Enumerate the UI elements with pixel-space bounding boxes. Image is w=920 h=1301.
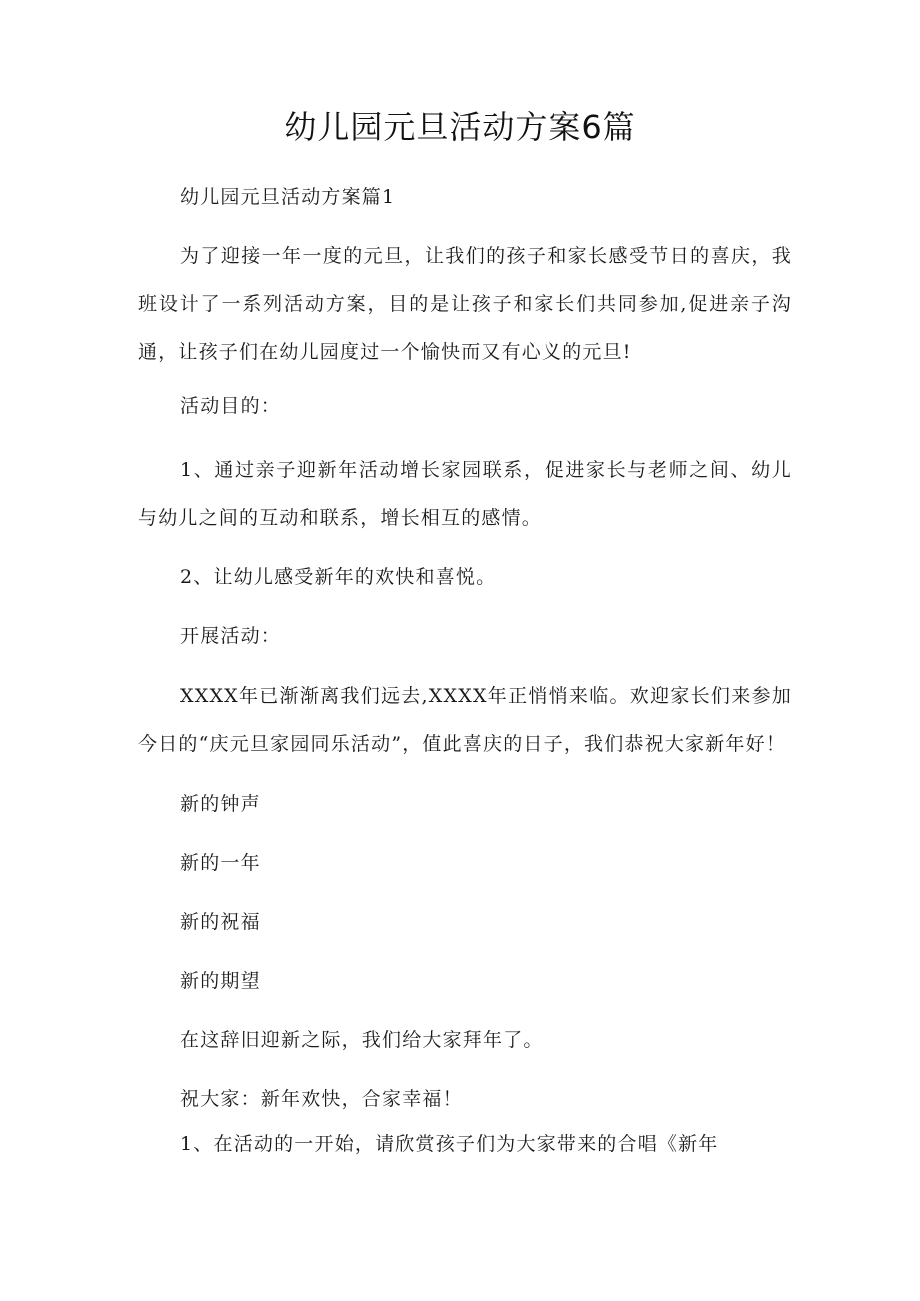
paragraph-goal-1: 1、通过亲子迎新年活动增长家园联系，促进家长与老师之间、幼儿与幼儿之间的互动和联系，增长相互的感情。 xyxy=(138,459,792,529)
paragraph-wishes: 祝大家：新年欢快，合家幸福！ xyxy=(180,1088,463,1110)
document-title: 幼儿园元旦活动方案6篇 xyxy=(284,108,636,146)
paragraph-line-year: 新的一年 xyxy=(180,852,261,874)
paragraph-new-year-greeting: 在这辞旧迎新之际，我们给大家拜年了。 xyxy=(180,1029,544,1051)
section-heading: 幼儿园元旦活动方案篇1 xyxy=(180,186,396,208)
paragraph-activity-heading: 开展活动： xyxy=(180,625,282,647)
paragraph-line-bell: 新的钟声 xyxy=(180,793,261,815)
paragraph-goal-2: 2、让幼儿感受新年的欢快和喜悦。 xyxy=(180,566,497,588)
paragraph-intro: 为了迎接一年一度的元旦，让我们的孩子和家长感受节日的喜庆，我班设计了一系列活动方案，目的是让孩子和家长们共同参加,促进亲子沟通，让孩子们在幼儿园度过一个愉快而又有心义的元旦! xyxy=(138,245,792,363)
paragraph-welcome: XXXX年已渐渐离我们远去,XXXX年正悄悄来临。欢迎家长们来参加今日的“庆元旦家园同乐活动”，值此喜庆的日子，我们恭祝大家新年好！ xyxy=(138,685,792,755)
paragraph-goal-heading: 活动目的： xyxy=(180,395,282,417)
paragraph-line-hope: 新的期望 xyxy=(180,970,261,992)
paragraph-line-blessing: 新的祝福 xyxy=(180,911,261,933)
paragraph-program-1: 1、在活动的一开始，请欣赏孩子们为大家带来的合唱《新年 xyxy=(180,1133,719,1155)
